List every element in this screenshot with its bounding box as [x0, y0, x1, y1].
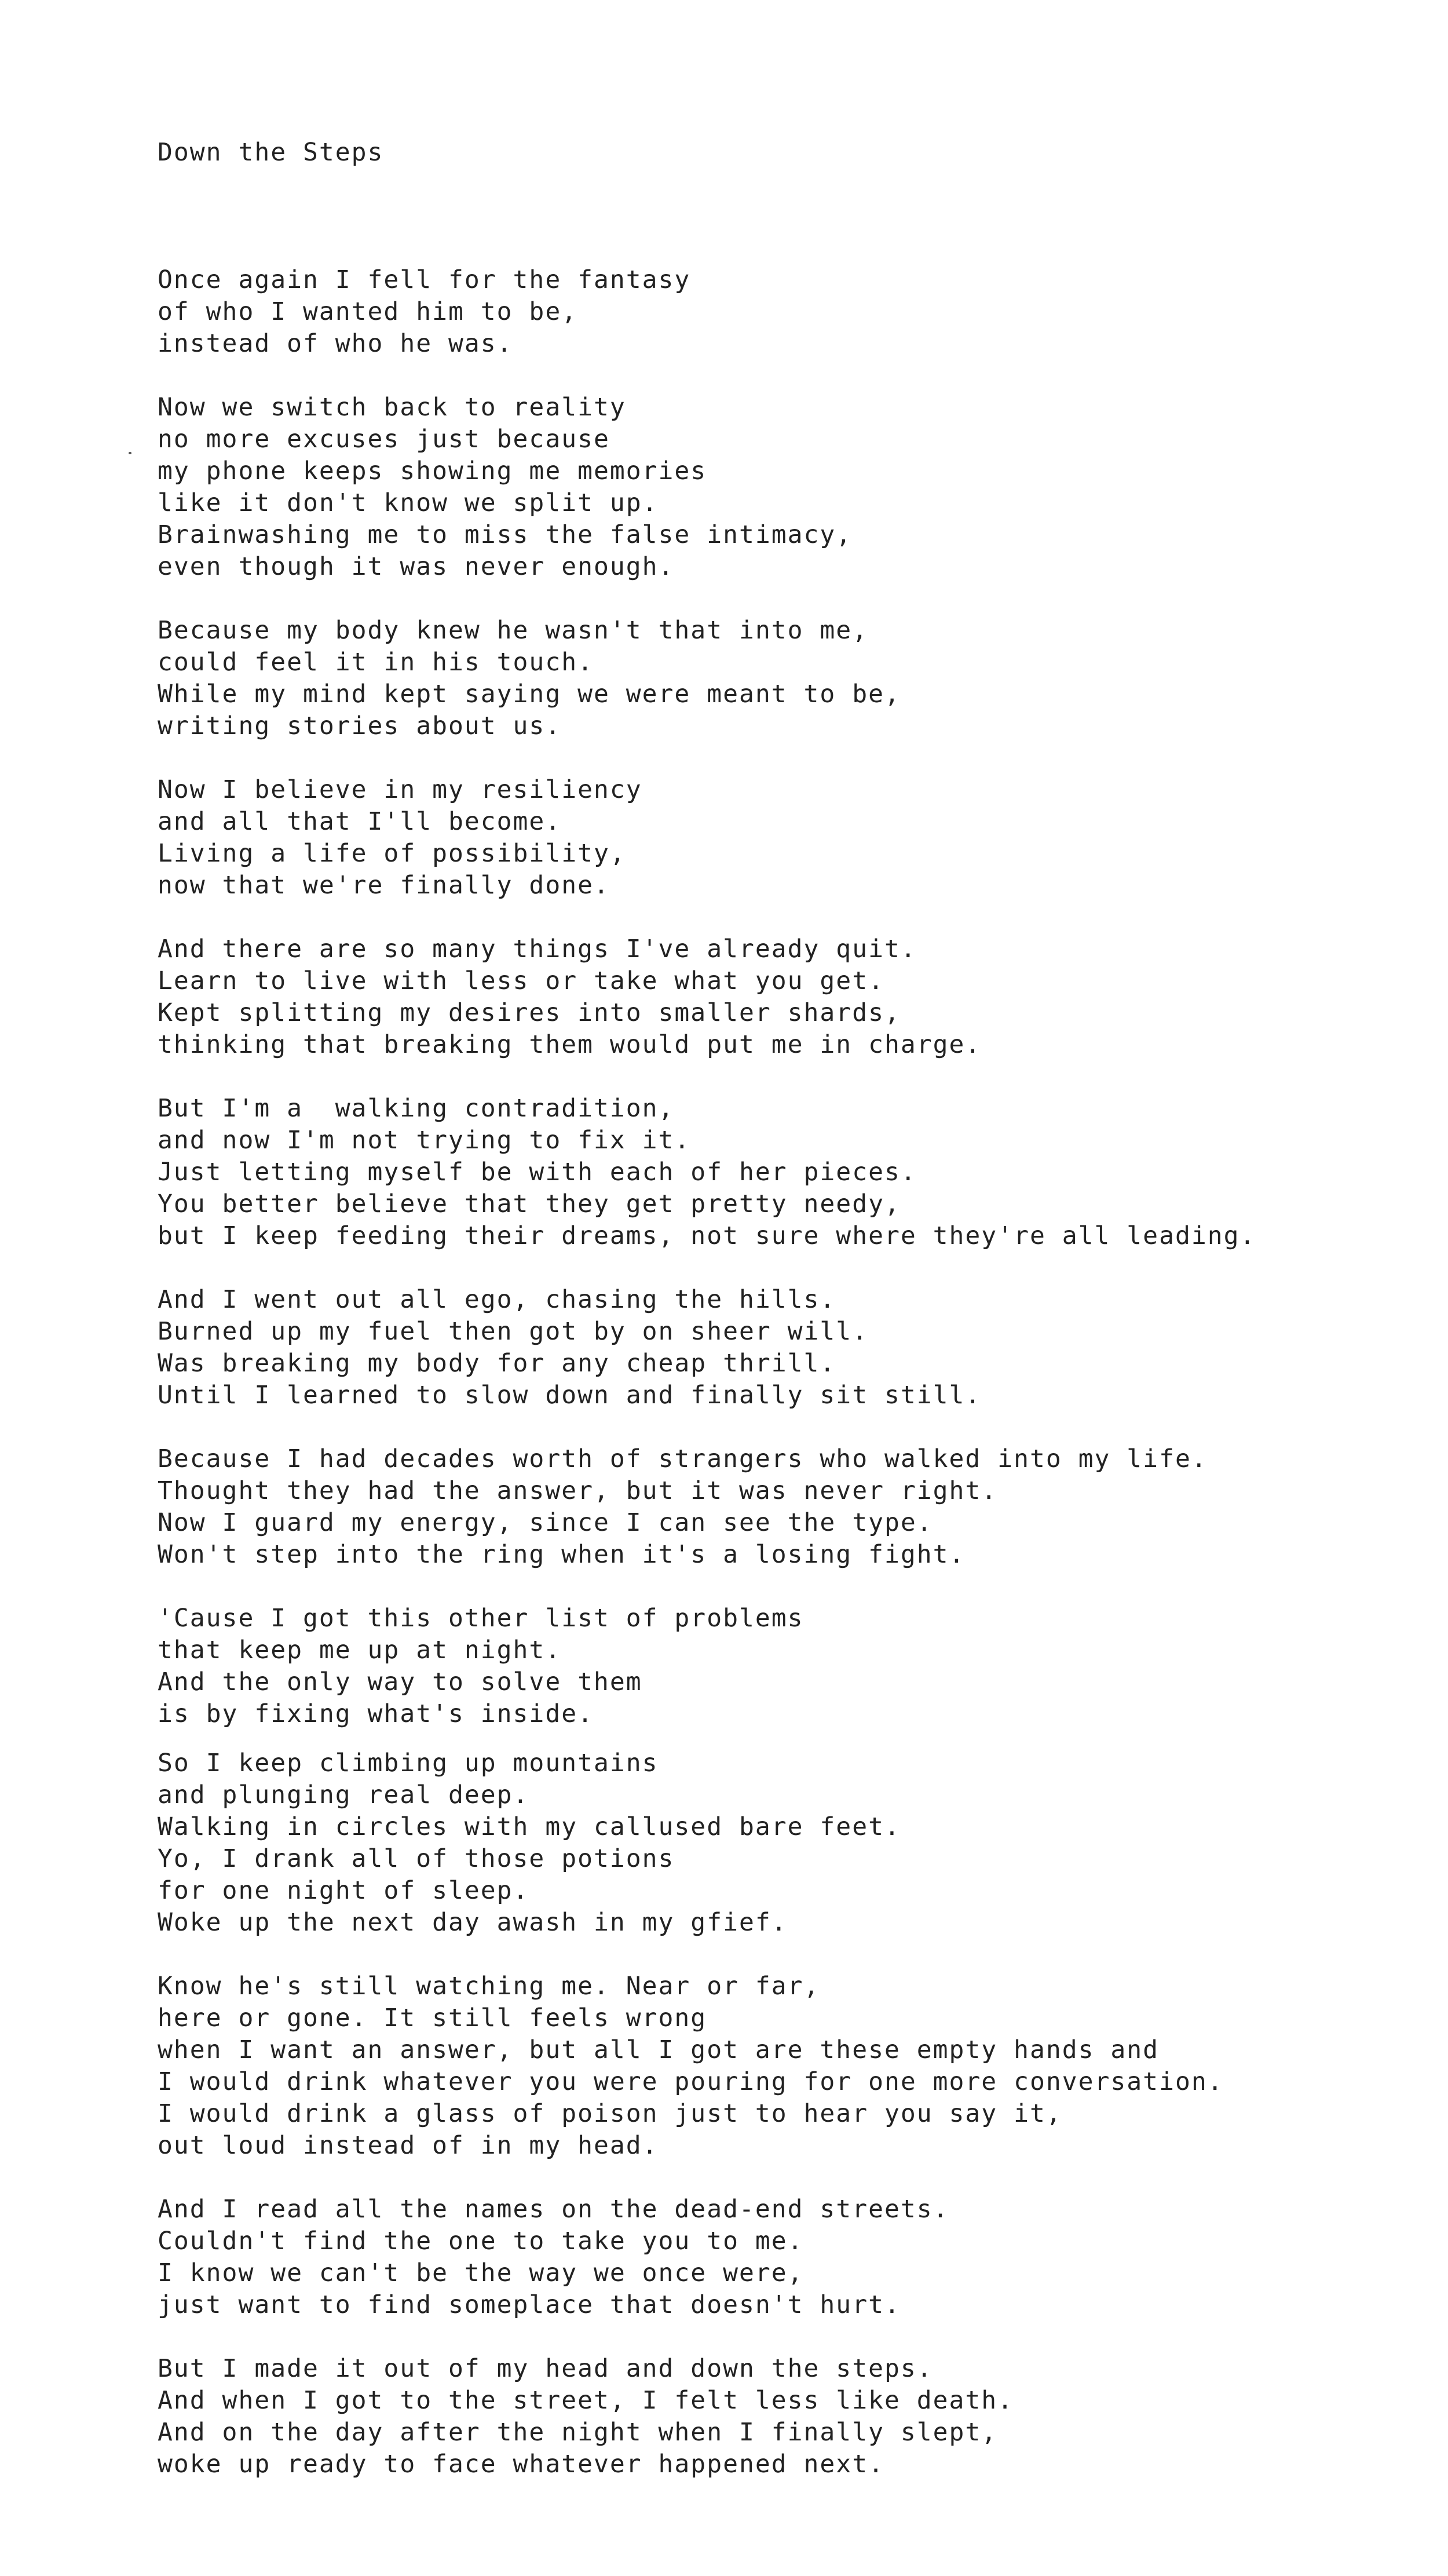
poem-title: Down the Steps	[158, 138, 384, 167]
poem-line: no more excuses just because	[158, 425, 610, 454]
poem-line: just want to find someplace that doesn't hurt.	[158, 2290, 901, 2319]
poem-line: now that we're finally done.	[158, 871, 610, 900]
poem-line: Couldn't find the one to take you to me.	[158, 2227, 804, 2256]
stanza	[158, 774, 1420, 902]
poem-line: Now we switch back to reality	[158, 393, 626, 422]
poem-line: But I made it out of my head and down the steps.	[158, 2354, 933, 2383]
poem-line: but I keep feeding their dreams, not sure where they're all leading.	[158, 1221, 1256, 1250]
stanza	[158, 1747, 1420, 1939]
stanza	[158, 1093, 1420, 1252]
stanza	[158, 2353, 1420, 2480]
poem-line: And when I got to the street, I felt less like death.	[158, 2386, 1014, 2415]
stanza	[158, 1971, 1420, 2162]
poem-line: my phone keeps showing me memories	[158, 457, 707, 486]
poem-line: Living a life of possibility,	[158, 839, 626, 868]
poem-line: And on the day after the night when I finally slept,	[158, 2418, 998, 2447]
poem-line: Just letting myself be with each of her pieces.	[158, 1158, 917, 1187]
poem-line: 'Cause I got this other list of problems	[158, 1604, 804, 1633]
poem-line: and plunging real deep.	[158, 1780, 529, 1809]
poem-line: Kept splitting my desires into smaller shards,	[158, 998, 901, 1027]
poem-line: Because my body knew he wasn't that into me,	[158, 616, 869, 645]
poem-line: Woke up the next day awash in my gfief.	[158, 1908, 788, 1937]
poem-line: And the only way to solve them	[158, 1668, 642, 1696]
stanza	[158, 933, 1420, 1061]
poem-line: of who I wanted him to be,	[158, 297, 578, 326]
poem-line: for one night of sleep.	[158, 1876, 529, 1905]
poem-line: even though it was never enough.	[158, 552, 675, 581]
poem-line: Learn to live with less or take what you get.	[158, 966, 884, 995]
poem-line: Now I believe in my resiliency	[158, 775, 642, 804]
poem-line: Now I guard my energy, since I can see the type.	[158, 1508, 933, 1537]
stanza	[158, 1603, 1420, 1730]
poem-line: Walking in circles with my callused bare feet.	[158, 1812, 901, 1841]
poem-line: Yo, I drank all of those potions	[158, 1844, 675, 1873]
poem-line: is by fixing what's inside.	[158, 1699, 594, 1728]
poem-line: And there are so many things I've already quit.	[158, 935, 917, 964]
poem-line: and all that I'll become.	[158, 807, 562, 836]
poem-line: I would drink whatever you were pouring for one more conversation.	[158, 2067, 1224, 2096]
poem-line: and now I'm not trying to fix it.	[158, 1126, 691, 1155]
poem-line: out loud instead of in my head.	[158, 2131, 659, 2160]
poem-line: Was breaking my body for any cheap thrill.	[158, 1349, 836, 1378]
poem-line: But I'm a walking contradition,	[158, 1094, 675, 1123]
poem-line: Brainwashing me to miss the false intimacy,	[158, 520, 853, 549]
poem-line: woke up ready to face whatever happened next.	[158, 2450, 884, 2479]
poem-line: You better believe that they get pretty needy,	[158, 1190, 901, 1218]
poem-line: And I read all the names on the dead-end streets.	[158, 2195, 949, 2224]
stanza	[158, 615, 1420, 742]
poem-line: instead of who he was.	[158, 329, 513, 358]
stanza	[158, 1284, 1420, 1411]
poem-line: could feel it in his touch.	[158, 648, 594, 677]
stanza	[158, 264, 1420, 360]
poem-line: I know we can't be the way we once were,	[158, 2258, 804, 2287]
poem-line: here or gone. It still feels wrong	[158, 2004, 707, 2033]
poem-line: writing stories about us.	[158, 711, 562, 740]
poem-line: that keep me up at night.	[158, 1636, 562, 1665]
poem-line: And I went out all ego, chasing the hills.	[158, 1285, 836, 1314]
ink-speck-mark	[129, 452, 131, 454]
poem-line: Burned up my fuel then got by on sheer will.	[158, 1317, 869, 1346]
poem-line: Because I had decades worth of strangers who walked into my life.	[158, 1444, 1208, 1473]
stanza-list	[158, 264, 1420, 2480]
stanza	[158, 392, 1420, 583]
poem-line: While my mind kept saying we were meant to be,	[158, 680, 901, 709]
poem-line: Know he's still watching me. Near or far,	[158, 1972, 820, 2001]
poem-line: I would drink a glass of poison just to hear you say it,	[158, 2099, 1062, 2128]
poem-line: Once again I fell for the fantasy	[158, 265, 691, 294]
stanza	[158, 2194, 1420, 2321]
stanza	[158, 1443, 1420, 1571]
poem-line: Thought they had the answer, but it was never right.	[158, 1476, 998, 1505]
poem-line: when I want an answer, but all I got are these empty hands and	[158, 2035, 1160, 2064]
poem-line: So I keep climbing up mountains	[158, 1749, 659, 1778]
poem-line: like it don't know we split up.	[158, 488, 659, 517]
poem-line: Until I learned to slow down and finally sit still.	[158, 1381, 982, 1410]
poem-text	[158, 73, 1420, 2576]
poem-line: thinking that breaking them would put me in charge.	[158, 1030, 982, 1059]
poem-line: Won't step into the ring when it's a losing fight.	[158, 1540, 966, 1569]
